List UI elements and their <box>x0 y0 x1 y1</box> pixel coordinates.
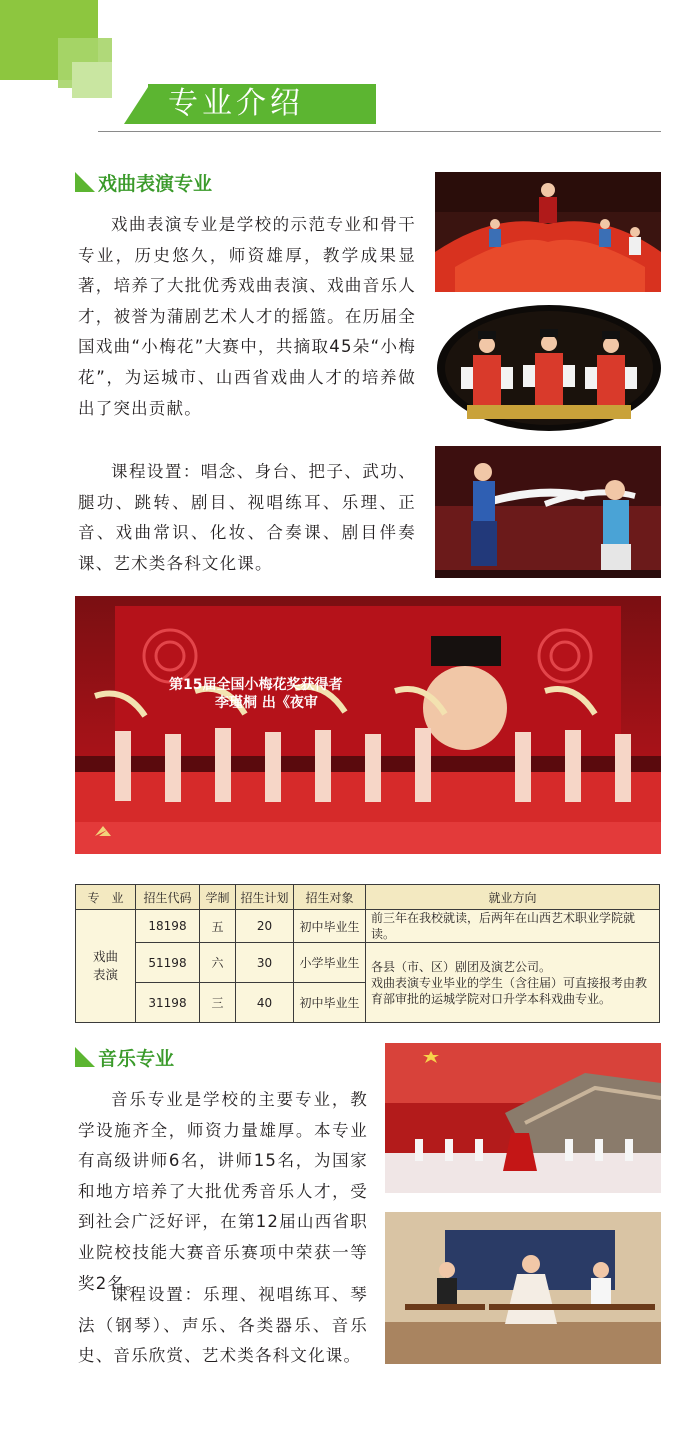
stage-banner-line2: 李瑾桐 出《夜审 <box>215 695 318 711</box>
opera-photo-red-cloth <box>435 172 661 292</box>
table-header: 招生计划 <box>236 885 294 910</box>
music-intro-paragraph: 音乐专业是学校的主要专业，教学设施齐全，师资力量雄厚。本专业有高级讲师6名，讲师15名，为国家和地方培养了大批优秀音乐人才，受到社会广泛好评，在第12届山西省职业院校技能大赛音乐赛项中荣获一等奖2名。 <box>78 1090 368 1293</box>
table-row <box>76 910 660 943</box>
table-header: 学制 <box>200 885 236 910</box>
career-cell: 前三年在我校就读，后两年在山西艺术职业学院就读。 <box>366 910 660 943</box>
code-cell: 18198 <box>136 910 200 943</box>
section-title-music: 音乐专业 <box>98 1048 175 1070</box>
table-header: 招生对象 <box>294 885 366 910</box>
section-title-opera: 戏曲表演专业 <box>98 173 213 195</box>
opera-courses-paragraph: 课程设置：唱念、身台、把子、武功、腿功、跳转、剧目、视唱练耳、乐理、正音、戏曲常识、化妆、合奏课、剧目伴奏课、艺术类各科文化课。 <box>78 462 416 573</box>
section-triangle-icon <box>75 1047 95 1067</box>
years-cell: 六 <box>200 943 236 983</box>
opera-intro-paragraph: 戏曲表演专业是学校的示范专业和骨干专业，历史悠久，师资雄厚，教学成果显著，培养了大批优秀戏曲表演、戏曲音乐人才，被誉为蒲剧艺术人才的摇篮。在历届全国戏曲“小梅花”大赛中，共摘取45朵“小梅花”，为运城市、山西省戏曲人才的培养做出了突出贡献。 <box>78 215 416 418</box>
stage-banner-line1: 第15届全国小梅花奖获得者 <box>169 677 343 693</box>
table-header: 就业方向 <box>366 885 660 910</box>
years-cell: 三 <box>200 983 236 1023</box>
career-cell <box>366 943 660 1023</box>
header-divider <box>98 131 661 132</box>
music-courses-paragraph: 课程设置：乐理、视唱练耳、琴法（钢琴）、声乐、各类器乐、音乐史、音乐欣赏、艺术类各科文化课。 <box>78 1285 368 1366</box>
page-title: 专业介绍 <box>168 86 304 121</box>
music-photo-guzheng <box>385 1212 661 1364</box>
career-text: 戏曲表演专业毕业的学生（含往届）可直接报考由教育部审批的运城学院对口升学本科戏曲专业。 <box>371 975 648 1006</box>
table-header: 招生代码 <box>136 885 200 910</box>
opera-photo-sleeve-dance <box>435 446 661 578</box>
enrollment-table <box>75 884 660 1023</box>
target-cell: 初中毕业生 <box>294 983 366 1023</box>
plan-cell: 30 <box>236 943 294 983</box>
career-text: 各县（市、区）剧团及演艺公司。 <box>371 959 552 974</box>
opera-photo-oval-performers <box>437 305 661 431</box>
code-cell: 51198 <box>136 943 200 983</box>
target-cell: 初中毕业生 <box>294 910 366 943</box>
years-cell: 五 <box>200 910 236 943</box>
code-cell: 31198 <box>136 983 200 1023</box>
plan-cell: 40 <box>236 983 294 1023</box>
section-triangle-icon <box>75 172 95 192</box>
header-bar-accent <box>124 84 150 124</box>
target-cell: 小学毕业生 <box>294 943 366 983</box>
corner-decoration <box>72 62 112 98</box>
plan-cell: 20 <box>236 910 294 943</box>
opera-stage-photo <box>75 596 661 854</box>
table-header-row <box>76 885 660 910</box>
table-header: 专 业 <box>76 885 136 910</box>
music-photo-great-wall <box>385 1043 661 1193</box>
table-row <box>76 943 660 983</box>
major-cell: 戏曲表演 <box>76 910 136 1023</box>
